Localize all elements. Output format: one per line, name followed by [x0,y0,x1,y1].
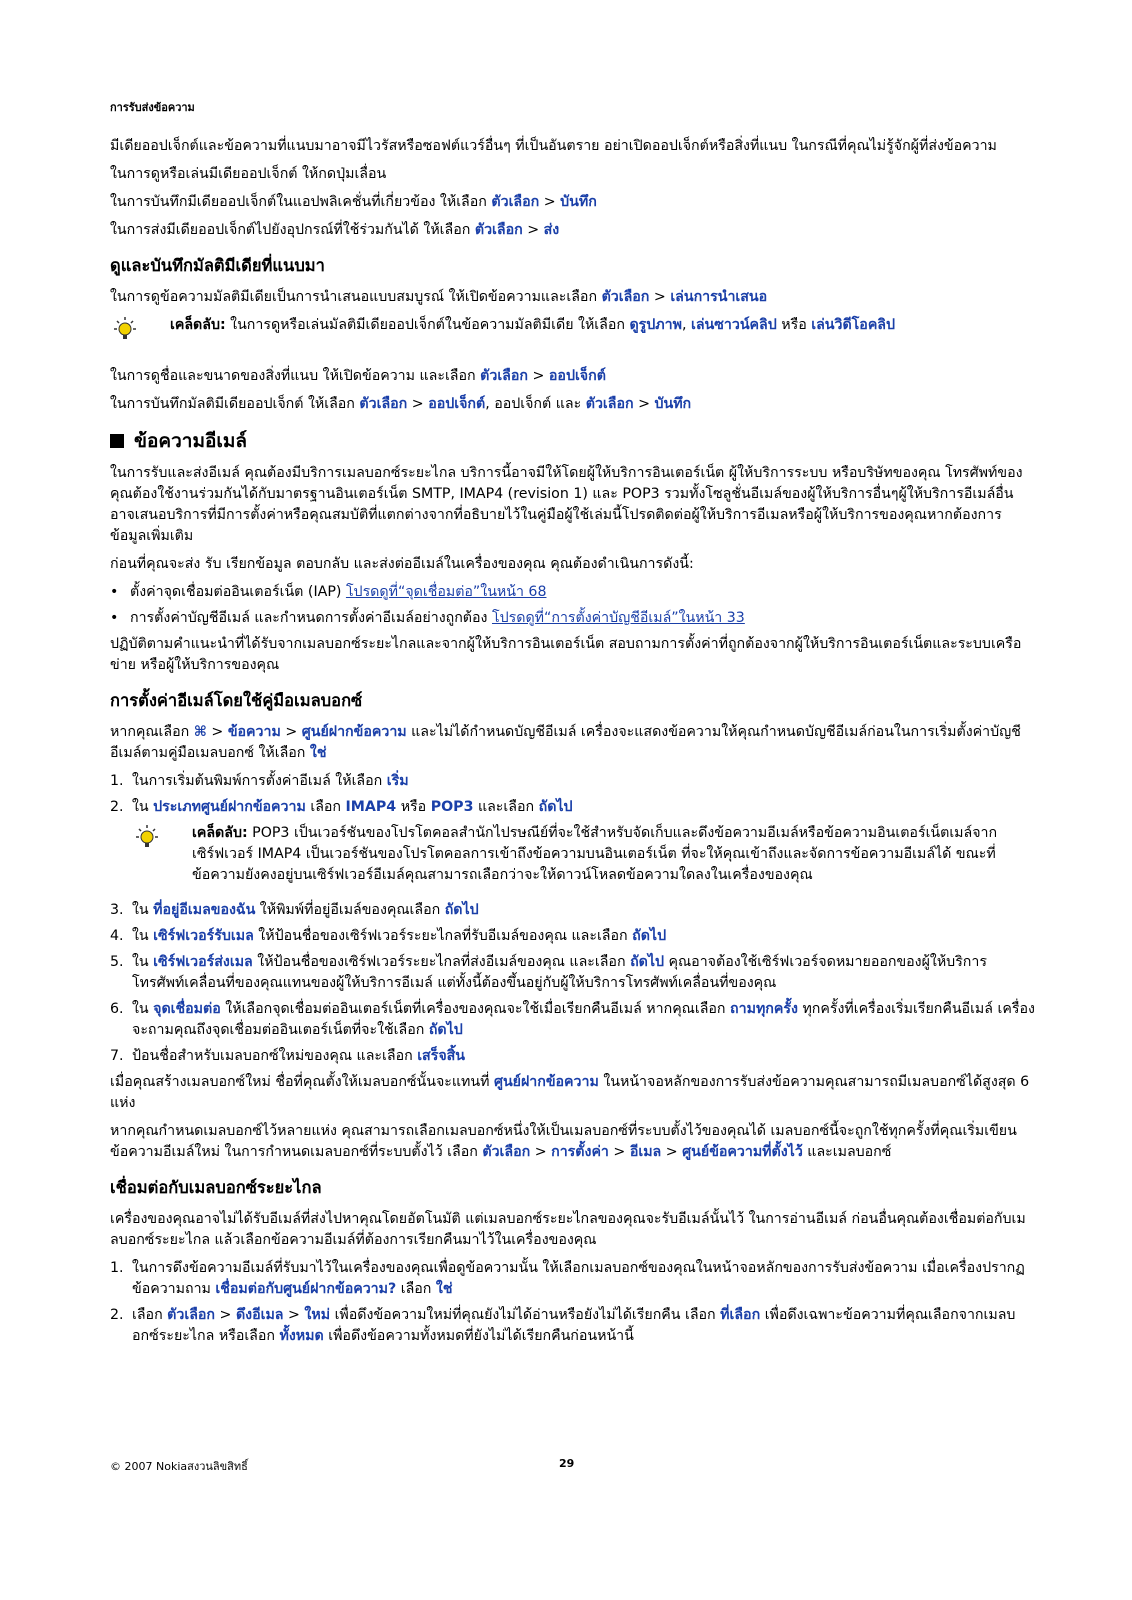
mailbox-link[interactable]: ศูนย์ฝากข้อความ [493,1074,599,1090]
email-paragraph: ในการรับและส่งอีเมล์ คุณต้องมีบริการเมลบอกซ์ระยะไกล บริการนี้อาจมีให้โดยผู้ให้บริการอินเตอร์เน็ต ผู้ให้บริการระบบ หรือบริษัทของคุณ โทรศัพท์ของคุณต้องใช้งานร่วมกันได้กับมาตรฐานอินเตอร์เน็ต SMTP, IMAP4 (revision 1) และ POP3 รวมทั้งโซลูชั่นอีเมล์ของผู้ให้บริการอื่นๆผู้ให้บริการอีเมล์อื่นอาจเสนอบริการที่มีการตั้งค่าหรือคุณสมบัติที่แตกต่างจากที่อธิบายไว้ในคู่มือผู้ใช้เล่มนี้โปรดติดต่อผู้ให้บริการอีเมลหรือผู้ให้บริการของคุณหากต้องการข้อมูลเพิ่มเติม [110,465,1023,544]
messages-link[interactable]: ข้อความ [227,724,281,740]
intro-paragraph: ในการดูหรือเล่นมีเดียออปเจ็กต์ ให้กดปุ่มเลื่อน [110,166,387,182]
done-link[interactable]: เสร็จสิ้น [417,1048,466,1064]
email-paragraph: ปฏิบัติตามคำแนะนำที่ได้รับจากเมลบอกซ์ระยะไกลและจากผู้ให้บริการอินเตอร์เน็ต สอบถามการตั้งค่าที่ถูกต้องจากผู้ให้บริการอินเตอร์เน็ตและระบบเครือข่าย หรือผู้ให้บริการของคุณ [110,636,1022,673]
remote-heading: เชื่อมต่อกับเมลบอกซ์ระยะไกล [110,1178,322,1197]
bullet-item: • การตั้งค่าบัญชีอีเมล์ และกำหนดการตั้งค่าอีเมล์อย่างถูกต้อง โปรดดูที่“การตั้งค่าบัญชีอีเมล์”ในหน้า 33 [110,608,1035,629]
connect-mailbox-link[interactable]: เชื่อมต่อกับศูนย์ฝากข้อความ? [215,1281,397,1297]
remote-paragraph: เครื่องของคุณอาจไม่ได้รับอีเมล์ที่ส่งไปหาคุณโดยอัตโนมัติ แต่เมลบอกซ์ระยะไกลของคุณจะรับอีเมล์นั้นไว้ ในการอ่านอีเมล์ ก่อนอื่นคุณต้องเชื่อมต่อกับเมลบอกซ์ระยะไกล แล้วเลือกข้อความอีเมล์ที่ต้องการเรียกคืนมาไว้ในเครื่องของคุณ [110,1211,1026,1248]
default-mailbox-link[interactable]: ศูนย์ข้อความที่ตั้งไว้ [682,1144,803,1160]
multimedia-paragraph: ในการดูข้อความมัลติมีเดียเป็นการนำเสนอแบบสมบูรณ์ ให้เปิดข้อความและเลือก ตัวเลือก > เล่นการนำเสนอ [110,289,768,305]
play-sound-clip-link[interactable]: เล่นซาวน์คลิป [691,317,777,333]
my-email-address-link[interactable]: ที่อยู่อีเมลของฉัน [153,902,256,918]
options-link[interactable]: ตัวเลือก [585,396,634,412]
always-ask-link[interactable]: ถามทุกครั้ง [730,1001,798,1017]
intro-paragraph: ในการส่งมีเดียออปเจ็กต์ไปยังอุปกรณ์ที่ใช้ร่วมกันได้ ให้เลือก ตัวเลือก > ส่ง [110,222,560,238]
outgoing-server-link[interactable]: เซิร์ฟเวอร์ส่งเมล [153,954,253,970]
send-link[interactable]: ส่ง [543,222,560,238]
selected-link[interactable]: ที่เลือก [720,1307,761,1323]
all-link[interactable]: ทั้งหมด [279,1328,324,1344]
options-link[interactable]: ตัวเลือก [480,368,528,384]
tip-text: เคล็ดลับ: ในการดูหรือเล่นมัลติมีเดียออปเจ็กต์ในข้อความมัลติมีเดีย ให้เลือก ดูรูปภาพ, เล่นซาวน์คลิป หรือ เล่นวิดีโอคลิป [170,317,896,333]
step-item: 7. ป้อนชื่อสำหรับเมลบอกซ์ใหม่ของคุณ และเลือก เสร็จสิ้น [110,1048,466,1064]
options-link[interactable]: ตัวเลือก [482,1144,531,1160]
objects-link[interactable]: ออปเจ็กต์ [428,396,486,412]
view-image-link[interactable]: ดูรูปภาพ [629,317,682,333]
new-link[interactable]: ใหม่ [304,1307,331,1323]
options-link[interactable]: ตัวเลือก [601,289,650,305]
access-point-link[interactable]: จุดเชื่อมต่อ [153,1001,221,1017]
intro-paragraph: ในการบันทึกมีเดียออปเจ็กต์ในแอปพลิเคชั่นที่เกี่ยวข้อง ให้เลือก ตัวเลือก > บันทึก [110,194,597,210]
step-item: 3. ใน ที่อยู่อีเมลของฉัน ให้พิมพ์ที่อยู่อีเมล์ของคุณเลือก ถัดไป [110,902,479,918]
setup-paragraph: หากคุณเลือก ⌘ > ข้อความ > ศูนย์ฝากข้อความ และไม่ได้กำหนดบัญชีอีเมล์ เครื่องจะแสดงข้อความให้คุณกำหนดบัญชีอีเมล์ก่อนในการเริ่มตั้งค่าบัญชีอีเมล์ตามคู่มือเมลบอกซ์ ให้เลือก ใช่ [110,724,1021,761]
options-link[interactable]: ตัวเลือก [491,194,540,210]
email-paragraph: ก่อนที่คุณจะส่ง รับ เรียกข้อมูล ตอบกลับ และส่งต่ออีเมล์ในเครื่องของคุณ คุณต้องดำเนินการดังนี้: [110,556,694,572]
incoming-server-link[interactable]: เซิร์ฟเวอร์รับเมล [153,928,254,944]
lightbulb-icon [132,823,192,886]
pop3-link[interactable]: POP3 [430,799,474,815]
section-square-icon [110,434,124,448]
play-video-clip-link[interactable]: เล่นวิดีโอคลิป [811,317,896,333]
next-link[interactable]: ถัดไป [428,1022,463,1038]
step-item: 1. ในการเริ่มต้นพิมพ์การตั้งค่าอีเมล์ ให้เลือก เริ่ม [110,773,409,789]
step-item: 6. ใน จุดเชื่อมต่อ ให้เลือกจุดเชื่อมต่ออินเตอร์เน็ตที่เครื่องของคุณจะใช้เมื่อเรียกคืนอีเมล์ หากคุณเลือก ถามทุกครั้ง ทุกครั้งที่เครื่องเริ่มเรียกคืนอีเมล์ เครื่องจะถามคุณถึงจุดเชื่อมต่ออินเตอร์เน็ตที่จะใช้เลือก ถัดไป [110,1001,1035,1038]
menu-icon[interactable]: ⌘ [193,724,207,740]
imap4-link[interactable]: IMAP4 [345,799,397,815]
start-link[interactable]: เริ่ม [386,773,409,789]
options-link[interactable]: ตัวเลือก [474,222,523,238]
copyright: © 2007 Nokiaสงวนลิขสิทธิ์ [110,1460,248,1473]
page-content [110,136,1035,1352]
email-account-ref-link[interactable]: โปรดดูที่“การตั้งค่าบัญชีอีเมล์”ในหน้า 33 [491,610,745,626]
step-item: 2. ใน ประเภทศูนย์ฝากข้อความ เลือก IMAP4 หรือ POP3 และเลือก ถัดไป [110,799,573,815]
next-link[interactable]: ถัดไป [630,954,665,970]
email-link[interactable]: อีเมล [629,1144,662,1160]
options-link[interactable]: ตัวเลือก [359,396,408,412]
lightbulb-icon [110,315,170,352]
yes-link[interactable]: ใช่ [435,1281,453,1297]
objects-link[interactable]: ออปเจ็กต์ [548,368,606,384]
step-item: 4. ใน เซิร์ฟเวอร์รับเมล ให้ป้อนชื่อของเซิร์ฟเวอร์ระยะไกลที่รับอีเมล์ของคุณ และเลือก ถัดไป [110,928,667,944]
multimedia-paragraph: ในการบันทึกมัลติมีเดียออปเจ็กต์ ให้เลือก ตัวเลือก > ออปเจ็กต์, ออปเจ็กต์ และ ตัวเลือก > บันทึก [110,396,692,412]
setup-paragraph: หากคุณกำหนดเมลบอกซ์ไว้หลายแห่ง คุณสามารถเลือกเมลบอกซ์หนึ่งให้เป็นเมลบอกซ์ที่ระบบตั้งไว้ของคุณได้ เมลบอกซ์นี้จะถูกใช้ทุกครั้งที่คุณเริ่มเขียนข้อความอีเมล์ใหม่ ในการกำหนดเมลบอกซ์ที่ระบบตั้งไว้ เลือก ตัวเลือก > การตั้งค่า > อีเมล > ศูนย์ข้อความที่ตั้งไว้ และเมลบอกซ์ [110,1123,1017,1160]
access-point-ref-link[interactable]: โปรดดูที่“จุดเชื่อมต่อ”ในหน้า 68 [345,584,547,600]
page-number: 29 [559,1457,575,1470]
email-heading: ข้อความอีเมล์ [110,429,1035,453]
bullet-icon: • [110,584,119,600]
setup-heading: การตั้งค่าอีเมล์โดยใช้คู่มือเมลบอกซ์ [110,691,363,710]
retrieve-email-link[interactable]: ดึงอีเมล [235,1307,284,1323]
tip-text: เคล็ดลับ: POP3 เป็นเวอร์ชันของโปรโตคอลสำนักไปรษณีย์ที่จะใช้สำหรับจัดเก็บและดึงข้อความอีเมล์หรือข้อความอินเตอร์เน็ตเมล์จากเซิร์ฟเวอร์ IMAP4 เป็นเวอร์ชันของโปรโตคอลการเข้าถึงข้อความบนอินเตอร์เน็ต ที่จะให้คุณเข้าถึงและจัดการข้อความอีเมล์ได้ ขณะที่ข้อความยังคงอยู่บนเซิร์ฟเวอร์อีเมล์คุณสามารถเลือกว่าจะให้ดาวน์โหลดข้อความใดลงในเครื่องของคุณ [192,825,998,883]
yes-link[interactable]: ใช่ [309,745,327,761]
next-link[interactable]: ถัดไป [538,799,573,815]
tip-box [110,315,1035,352]
settings-link[interactable]: การตั้งค่า [551,1144,609,1160]
step-item: 5. ใน เซิร์ฟเวอร์ส่งเมล ให้ป้อนชื่อของเซิร์ฟเวอร์ระยะไกลที่ส่งอีเมล์ของคุณ และเลือก ถัดไป คุณอาจต้องใช้เซิร์ฟเวอร์จดหมายออกของผู้ให้บริการโทรศัพท์เคลื่อนที่ของคุณแทนของผู้ให้บริการอีเมล์ แต่ทั้งนี้ต้องขึ้นอยู่กับผู้ให้บริการโทรศัพท์เคลื่อนที่ของคุณ [110,954,987,991]
save-link[interactable]: บันทึก [560,194,597,210]
mailbox-link[interactable]: ศูนย์ฝากข้อความ [301,724,407,740]
play-presentation-link[interactable]: เล่นการนำเสนอ [670,289,768,305]
setup-paragraph: เมื่อคุณสร้างเมลบอกซ์ใหม่ ชื่อที่คุณตั้งให้เมลบอกซ์นั้นจะแทนที่ ศูนย์ฝากข้อความ ในหน้าจอหลักของการรับส่งข้อความคุณสามารถมีเมลบอกซ์ได้สูงสุด 6 แห่ง [110,1074,1030,1111]
save-link[interactable]: บันทึก [654,396,692,412]
step-item: 2. เลือก ตัวเลือก > ดึงอีเมล > ใหม่ เพื่อดึงข้อความใหม่ที่คุณยังไม่ได้อ่านหรือยังไม่ได้เรียกคืน เลือก ที่เลือก เพื่อดึงเฉพาะข้อความที่คุณเลือกจากเมลบอกซ์ระยะไกล หรือเลือก ทั้งหมด เพื่อดึงข้อความทั้งหมดที่ยังไม่ได้เรียกคืนก่อนหน้านี้ [110,1307,1016,1344]
multimedia-heading: ดูและบันทึกมัลติมีเดียที่แนบมา [110,256,325,275]
next-link[interactable]: ถัดไป [444,902,479,918]
multimedia-paragraph: ในการดูชื่อและขนาดของสิ่งที่แนบ ให้เปิดข้อความ และเลือก ตัวเลือก > ออปเจ็กต์ [110,368,606,384]
mailbox-type-link[interactable]: ประเภทศูนย์ฝากข้อความ [153,799,306,815]
section-header: การรับส่งข้อความ [110,101,195,114]
page-footer [110,1457,1035,1475]
bullet-icon: • [110,610,119,626]
step-item: 1. ในการดึงข้อความอีเมล์ที่รับมาไว้ในเครื่องของคุณเพื่อดูข้อความนั้น ให้เลือกเมลบอกซ์ของคุณในหน้าจอหลักของการรับส่งข้อความ เมื่อเครื่องปรากฏข้อความถาม เชื่อมต่อกับศูนย์ฝากข้อความ? เลือก ใช่ [110,1260,1025,1297]
intro-paragraph: มีเดียออปเจ็กต์และข้อความที่แนบมาอาจมีไวรัสหรือซอฟต์แวร์อื่นๆ ที่เป็นอันตราย อย่าเปิดออปเจ็กต์หรือสิ่งที่แนบ ในกรณีที่คุณไม่รู้จักผู้ที่ส่งข้อความ [110,138,997,154]
tip-box [132,823,1035,886]
next-link[interactable]: ถัดไป [632,928,667,944]
bullet-item: • ตั้งค่าจุดเชื่อมต่ออินเตอร์เน็ต (IAP) โปรดดูที่“จุดเชื่อมต่อ”ในหน้า 68 [110,582,1035,603]
options-link[interactable]: ตัวเลือก [167,1307,216,1323]
